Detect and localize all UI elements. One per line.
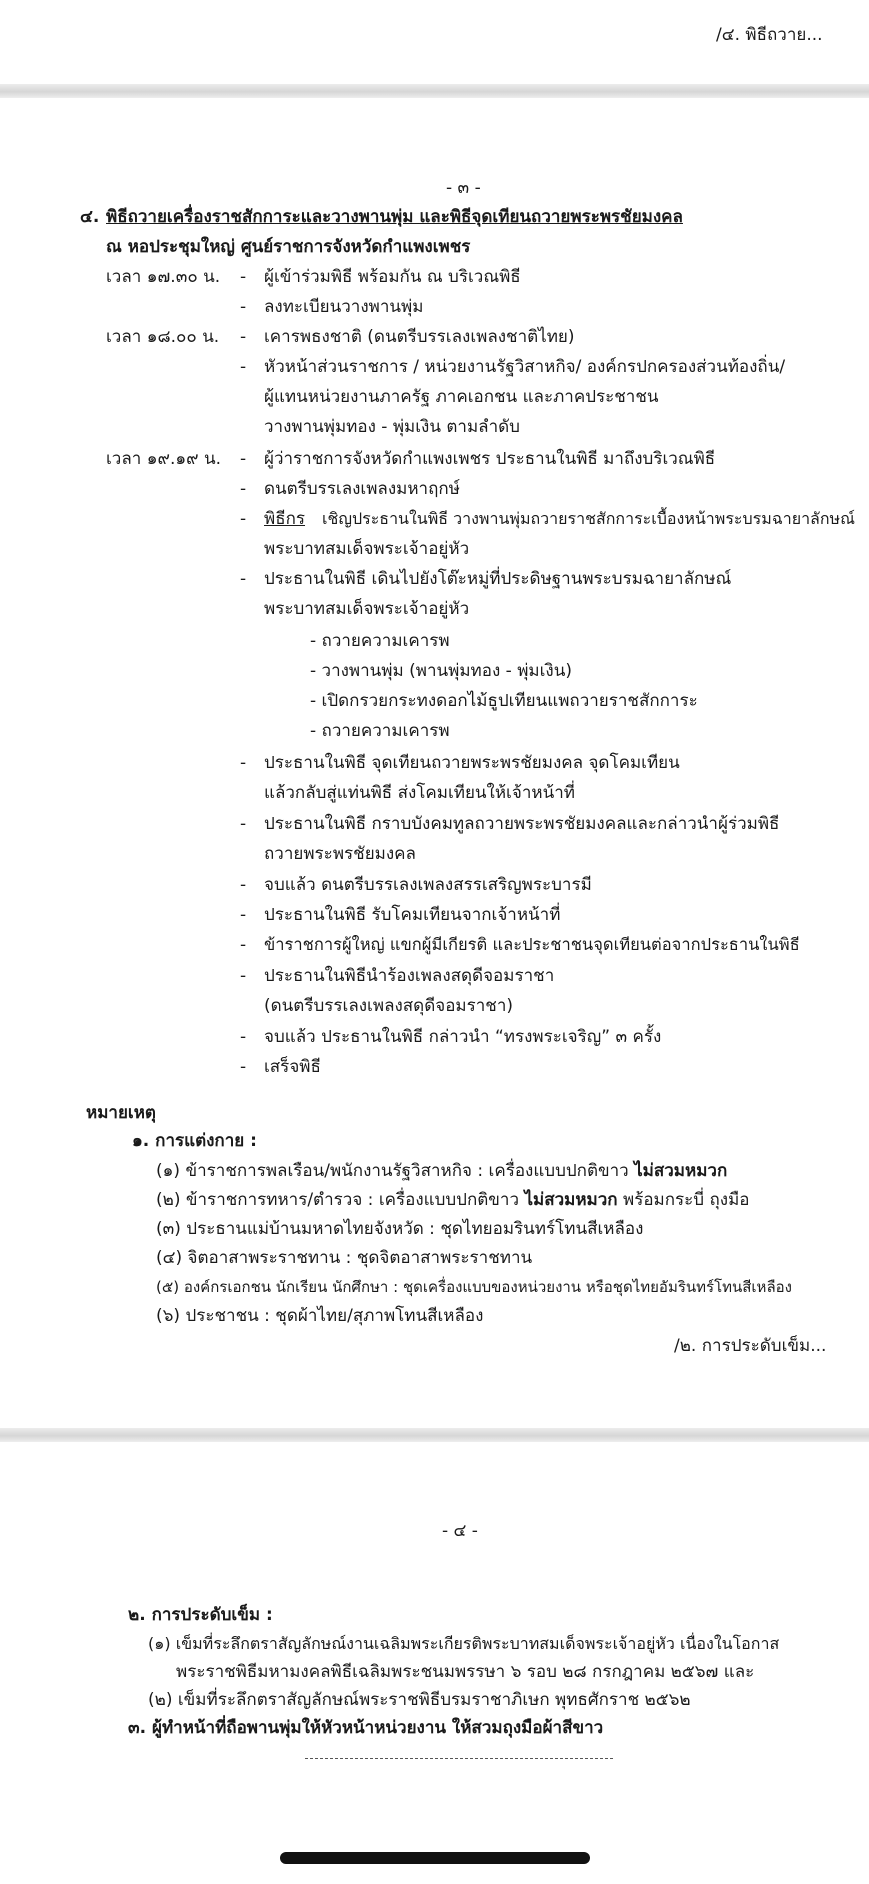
schedule-item-cont: วางพานพุ่มทอง - พุ่มเงิน ตามลำดับ xyxy=(264,417,520,437)
schedule-item-cont: ผู้แทนหน่วยงานภาครัฐ ภาคเอกชน และภาคประชาชน xyxy=(264,387,659,407)
schedule-item-cont: (ดนตรีบรรเลงเพลงสดุดีจอมราชา) xyxy=(264,996,514,1016)
schedule-item-cont: พระบาทสมเด็จพระเจ้าอยู่หัว xyxy=(264,539,470,559)
schedule-item: ลงทะเบียนวางพานพุ่ม xyxy=(264,297,424,317)
sub-item: - วางพานพุ่ม (พานพุ่มทอง - พุ่มเงิน) xyxy=(310,661,572,681)
page-separator xyxy=(0,84,869,98)
time-label: เวลา ๑๘.๐๐ น. xyxy=(106,327,220,347)
bullet-dash: - xyxy=(240,357,247,377)
schedule-item: ประธานในพิธี กราบบังคมทูลถวายพระพรชัยมงคลและกล่าวนำผู้ร่วมพิธี xyxy=(264,814,780,834)
bullet-dash: - xyxy=(240,875,247,895)
mc-label: พิธีกร xyxy=(264,509,306,529)
dress-item-number: (๖) xyxy=(156,1306,181,1326)
bullet-dash: - xyxy=(240,479,247,499)
bullet-dash: - xyxy=(240,297,247,317)
page-number: - ๓ - xyxy=(446,178,481,198)
sub-item: - เปิดกรวยกระทงดอกไม้ธูปเทียนแพถวายราชสักการะ xyxy=(310,691,698,711)
home-indicator[interactable] xyxy=(280,1852,590,1864)
schedule-item-cont: แล้วกลับสู่แท่นพิธี ส่งโคมเทียนให้เจ้าหน้าที่ xyxy=(264,783,575,803)
dress-item-number: (๓) xyxy=(156,1219,181,1239)
dress-item-text: ประธานแม่บ้านมหาดไทยจังหวัด : ชุดไทยอมรินทร์โทนสีเหลือง xyxy=(186,1219,644,1239)
pin-item: (๒) เข็มที่ระลึกตราสัญลักษณ์พระราชพิธีบรมราชาภิเษก พุทธศักราช ๒๕๖๒ xyxy=(148,1690,691,1710)
schedule-item: จบแล้ว ประธานในพิธี กล่าวนำ “ทรงพระเจริญ” ๓ ครั้ง xyxy=(264,1027,662,1047)
section-title: พิธีถวายเครื่องราชสักการะและวางพานพุ่ม และพิธีจุดเทียนถวายพระพรชัยมงคล xyxy=(106,207,683,227)
pin-item: (๑) เข็มที่ระลึกตราสัญลักษณ์งานเฉลิมพระเกียรติพระบาทสมเด็จพระเจ้าอยู่หัว เนื่องในโอกาส xyxy=(148,1634,780,1653)
bullet-dash: - xyxy=(240,753,247,773)
schedule-item: ข้าราชการผู้ใหญ่ แขกผู้มีเกียรติ และประชาชนจุดเทียนต่อจากประธานในพิธี xyxy=(264,935,800,954)
dress-item xyxy=(156,1305,483,1327)
time-label: เวลา ๑๗.๓๐ น. xyxy=(106,267,221,287)
dress-item-emphasis: ไม่สวมหมวก xyxy=(634,1161,728,1181)
schedule-item: ประธานในพิธี รับโคมเทียนจากเจ้าหน้าที่ xyxy=(264,905,561,925)
pin-item-cont: พระราชพิธีมหามงคลพิธีเฉลิมพระชนมพรรษา ๖ รอบ ๒๘ กรกฎาคม ๒๕๖๗ และ xyxy=(176,1662,755,1682)
sub-item: - ถวายความเคารพ xyxy=(310,721,450,741)
dress-item-number: (๔) xyxy=(156,1248,183,1268)
schedule-item: จบแล้ว ดนตรีบรรเลงเพลงสรรเสริญพระบารมี xyxy=(264,875,592,895)
page-number: - ๔ - xyxy=(442,1521,478,1541)
dress-item xyxy=(156,1276,792,1298)
page-separator xyxy=(0,1428,869,1442)
bullet-dash: - xyxy=(240,449,247,469)
dress-item-text: องค์กรเอกชน นักเรียน นักศึกษา : ชุดเครื่องแบบของหน่วยงาน หรือชุดไทยอัมรินทร์โทนสีเหลือง xyxy=(183,1278,792,1296)
bullet-dash: - xyxy=(240,1027,247,1047)
dress-item-text: ข้าราชการทหาร/ตำรวจ : เครื่องแบบปกติขาว xyxy=(185,1190,520,1210)
dress-item-text: จิตอาสาพระราชทาน : ชุดจิตอาสาพระราชทาน xyxy=(187,1248,533,1268)
dress-item xyxy=(156,1160,727,1182)
bullet-dash: - xyxy=(240,905,247,925)
notes-heading: หมายเหตุ xyxy=(86,1103,156,1123)
schedule-item: ผู้ว่าราชการจังหวัดกำแพงเพชร ประธานในพิธี มาถึงบริเวณพิธี xyxy=(264,449,716,469)
bullet-dash: - xyxy=(240,1057,247,1077)
dress-item xyxy=(156,1218,643,1240)
bullet-dash: - xyxy=(240,327,247,347)
end-divider xyxy=(305,1758,613,1759)
schedule-item-cont: ถวายพระพรชัยมงคล xyxy=(264,844,416,864)
time-label: เวลา ๑๙.๑๙ น. xyxy=(106,449,222,469)
section-title-number: ๔. xyxy=(80,207,100,227)
dress-item xyxy=(156,1247,532,1269)
bullet-dash: - xyxy=(240,509,247,529)
schedule-item: หัวหน้าส่วนราชการ / หน่วยงานรัฐวิสาหกิจ/ องค์กรปกครองส่วนท้องถิ่น/ xyxy=(264,357,786,377)
dress-item-text: ประชาชน : ชุดผ้าไทย/สุภาพโทนสีเหลือง xyxy=(185,1306,484,1326)
page-footer-continuation: /๔. พิธีถวาย... xyxy=(716,25,823,45)
schedule-item: ประธานในพิธี จุดเทียนถวายพระพรชัยมงคล จุดโคมเทียน xyxy=(264,753,680,773)
bullet-dash: - xyxy=(240,935,247,955)
schedule-item: ดนตรีบรรเลงเพลงมหาฤกษ์ xyxy=(264,479,460,499)
bullet-dash: - xyxy=(240,267,247,287)
schedule-item: เคารพธงชาติ (ดนตรีบรรเลงเพลงชาติไทย) xyxy=(264,327,575,347)
dress-item-number: (๕) xyxy=(156,1278,180,1296)
schedule-item: ประธานในพิธีนำร้องเพลงสดุดีจอมราชา xyxy=(264,966,555,986)
dress-heading: ๑. การแต่งกาย : xyxy=(132,1131,257,1151)
schedule-item: เสร็จพิธี xyxy=(264,1057,321,1077)
schedule-item: ผู้เข้าร่วมพิธี พร้อมกัน ณ บริเวณพิธี xyxy=(264,267,521,287)
schedule-item: ประธานในพิธี เดินไปยังโต๊ะหมู่ที่ประดิษฐานพระบรมฉายาลักษณ์ xyxy=(264,569,732,589)
schedule-item: เชิญประธานในพิธี วางพานพุ่มถวายราชสักการะเบื้องหน้าพระบรมฉายาลักษณ์ xyxy=(322,509,855,528)
dress-item-number: (๑) xyxy=(156,1161,181,1181)
dress-item-text: ข้าราชการพลเรือน/พนักงานรัฐวิสาหกิจ : เครื่องแบบปกติขาว xyxy=(185,1161,629,1181)
pin-heading: ๒. การประดับเข็ม : xyxy=(128,1605,273,1625)
section-location: ณ หอประชุมใหญ่ ศูนย์ราชการจังหวัดกำแพงเพชร xyxy=(106,237,471,257)
page-footer-continuation: /๒. การประดับเข็ม... xyxy=(674,1336,827,1356)
dress-item-number: (๒) xyxy=(156,1190,181,1210)
dress-item-emphasis: ไม่สวมหมวก xyxy=(524,1190,618,1210)
dress-item xyxy=(156,1189,750,1211)
bullet-dash: - xyxy=(240,966,247,986)
bullet-dash: - xyxy=(240,569,247,589)
sub-item: - ถวายความเคารพ xyxy=(310,631,450,651)
schedule-item-cont: พระบาทสมเด็จพระเจ้าอยู่หัว xyxy=(264,599,470,619)
bullet-dash: - xyxy=(240,814,247,834)
note-item: ๓. ผู้ทำหน้าที่ถือพานพุ่มให้หัวหน้าหน่วยงาน ให้สวมถุงมือผ้าสีขาว xyxy=(128,1718,604,1738)
dress-item-tail: พร้อมกระบี่ ถุงมือ xyxy=(622,1190,750,1210)
